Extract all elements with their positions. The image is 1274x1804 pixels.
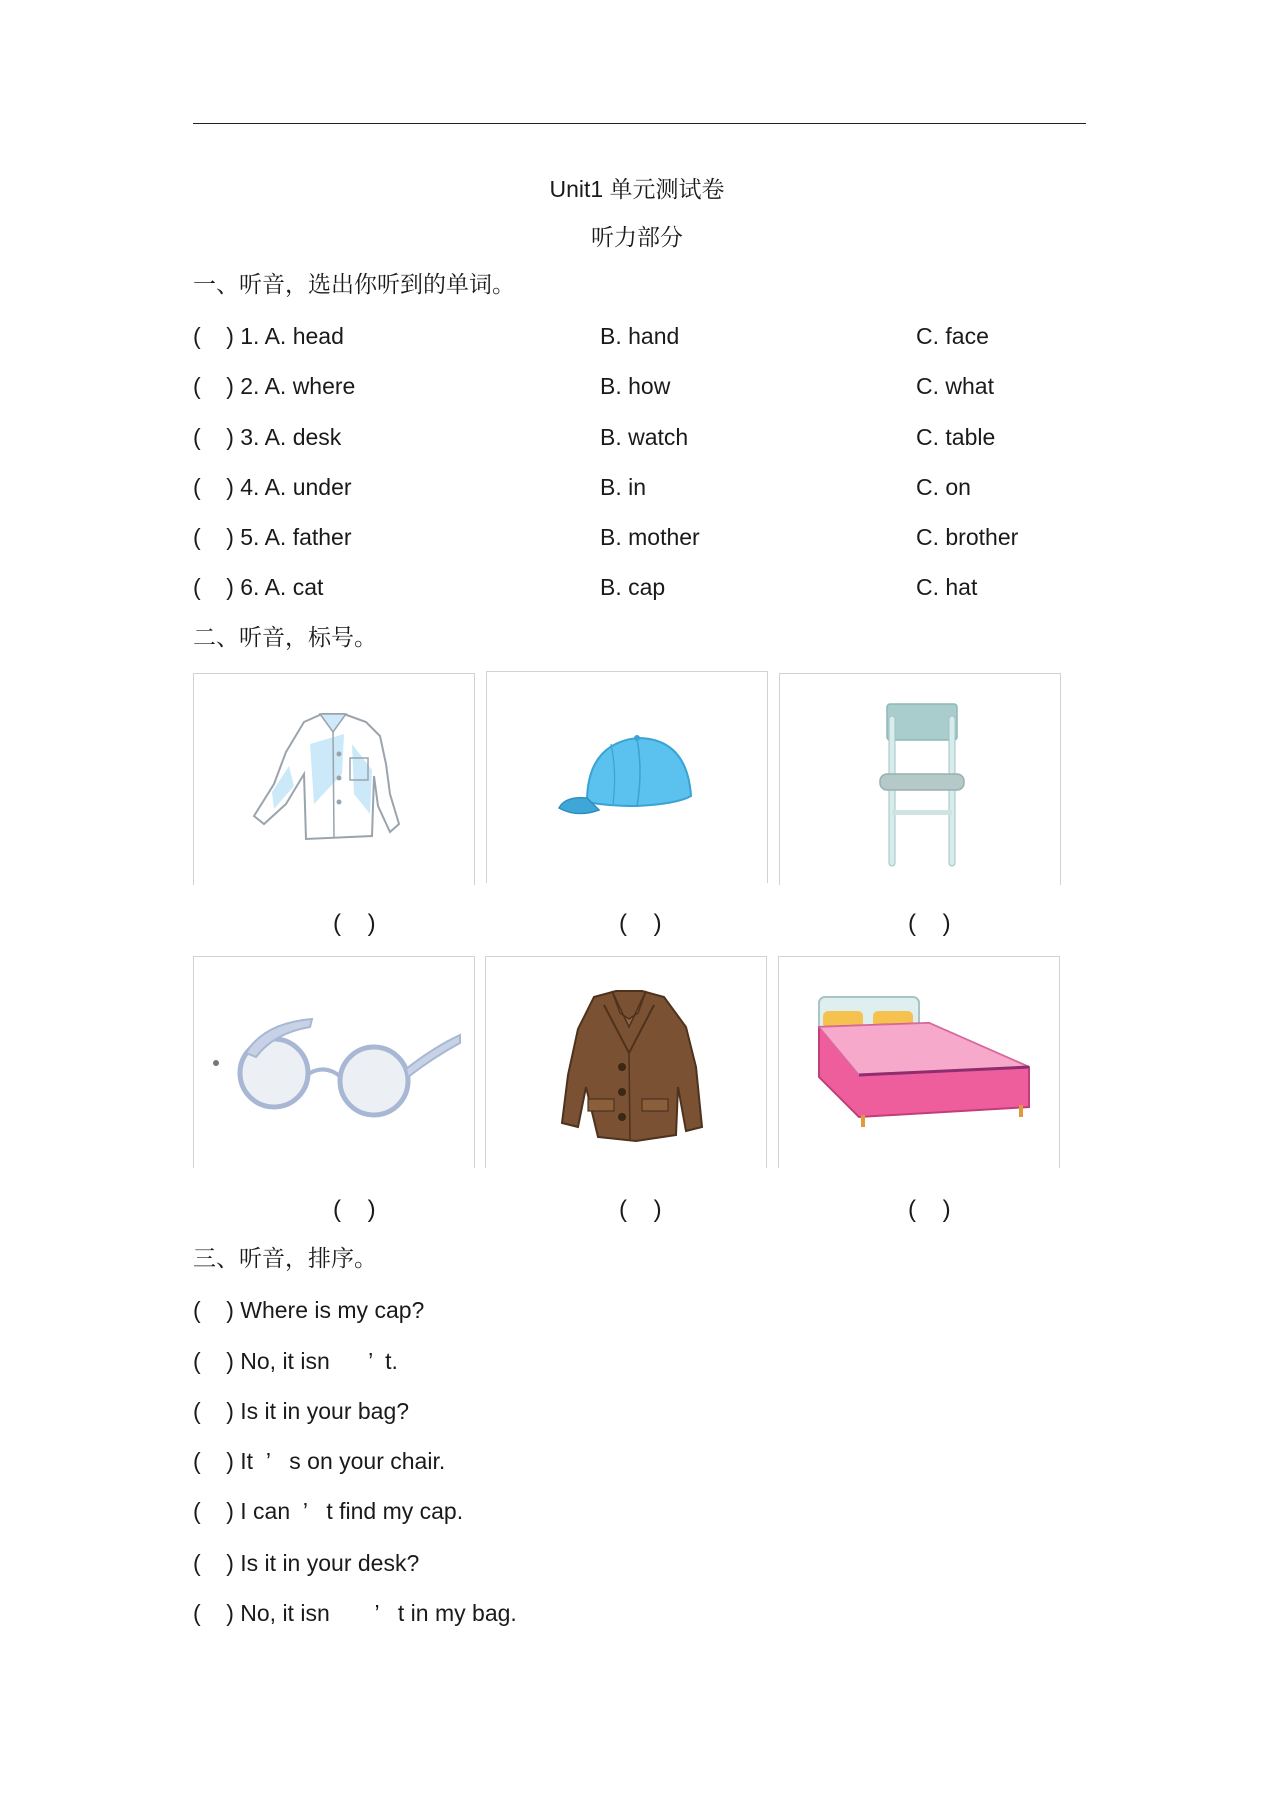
picture-box-4 bbox=[193, 956, 475, 1168]
q5-stem: ( ) 5. A. father bbox=[193, 524, 352, 550]
q2-stem: ( ) 2. A. where bbox=[193, 373, 356, 399]
picture-box-5 bbox=[485, 956, 767, 1168]
q4-stem: ( ) 4. A. under bbox=[193, 474, 352, 500]
header-rule bbox=[193, 123, 1086, 124]
order-item-1: ( ) Where is my cap? bbox=[193, 1297, 425, 1323]
q5-option-c: C. brother bbox=[916, 524, 1019, 550]
q1-option-c: C. face bbox=[916, 323, 989, 349]
q6-stem: ( ) 6. A. cat bbox=[193, 574, 324, 600]
q4-option-b: B. in bbox=[600, 474, 647, 500]
picture-blank-1: ( ) bbox=[333, 910, 376, 937]
q4-option-c: C. on bbox=[916, 474, 971, 500]
q6-option-b: B. cap bbox=[600, 574, 666, 600]
q2-option-b: B. how bbox=[600, 373, 671, 399]
order-item-5: ( ) I can ’ t find my cap. bbox=[193, 1498, 464, 1524]
q2-option-c: C. what bbox=[916, 373, 994, 399]
q1-stem: ( ) 1. A. head bbox=[193, 323, 344, 349]
page-title: Unit1 单元测试卷 bbox=[549, 176, 725, 202]
picture-box-6 bbox=[778, 956, 1060, 1168]
chair-icon bbox=[780, 674, 1062, 886]
picture-box-3 bbox=[779, 673, 1061, 885]
q6-option-c: C. hat bbox=[916, 574, 978, 600]
section3-heading: 三、听音，排序。 bbox=[193, 1245, 377, 1271]
picture-box-1 bbox=[193, 673, 475, 885]
shirt-icon bbox=[194, 674, 476, 886]
cap-icon bbox=[487, 672, 769, 884]
section1-heading: 一、听音，选出你听到的单词。 bbox=[193, 271, 515, 297]
picture-blank-2: ( ) bbox=[619, 910, 662, 937]
picture-box-2 bbox=[486, 671, 768, 883]
page-subtitle: 听力部分 bbox=[591, 224, 683, 250]
picture-blank-4: ( ) bbox=[333, 1196, 376, 1223]
picture-blank-6: ( ) bbox=[908, 1196, 951, 1223]
picture-blank-3: ( ) bbox=[908, 910, 951, 937]
q5-option-b: B. mother bbox=[600, 524, 700, 550]
order-item-4: ( ) It ’ s on your chair. bbox=[193, 1448, 446, 1474]
q3-stem: ( ) 3. A. desk bbox=[193, 424, 342, 450]
picture-blank-5: ( ) bbox=[619, 1196, 662, 1223]
order-item-2: ( ) No, it isn ’ t. bbox=[193, 1348, 398, 1374]
order-item-7: ( ) No, it isn ’ t in my bag. bbox=[193, 1600, 517, 1626]
q3-option-b: B. watch bbox=[600, 424, 689, 450]
section2-heading: 二、听音，标号。 bbox=[193, 624, 377, 650]
q1-option-b: B. hand bbox=[600, 323, 680, 349]
order-item-3: ( ) Is it in your bag? bbox=[193, 1398, 410, 1424]
jacket-icon bbox=[486, 957, 768, 1169]
q3-option-c: C. table bbox=[916, 424, 996, 450]
bed-icon bbox=[779, 957, 1061, 1169]
order-item-6: ( ) Is it in your desk? bbox=[193, 1550, 420, 1576]
glasses-icon bbox=[194, 957, 476, 1169]
